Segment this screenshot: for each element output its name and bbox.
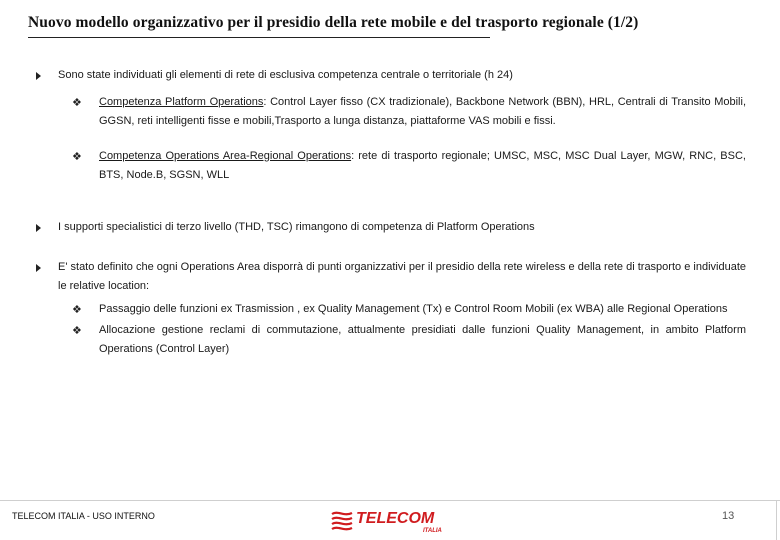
- bullet-item: [28, 258, 746, 296]
- diamond-bullet-icon: ❖: [72, 324, 82, 337]
- sub-bullet-label: Competenza Platform Operations: [99, 96, 264, 108]
- diamond-bullet-icon: ❖: [72, 150, 82, 163]
- arrow-bullet-icon: [36, 72, 41, 80]
- arrow-bullet-icon: [36, 224, 41, 232]
- sub-bullet-item: [28, 300, 746, 319]
- bullet-item: [28, 66, 746, 85]
- logo-wave-icon: [332, 513, 352, 530]
- sub-bullet-text: : Control Layer fisso (CX tradizionale), Backbone Network (BBN), HRL, Centrali di Transito Mobili, GGSN, reti intelligenti fisse e mobili,Trasporto a lunga distanza, piattaforme VAS mobili e fissi.: [99, 96, 747, 127]
- title-underline: [28, 37, 490, 38]
- sub-bullet-text: Allocazione gestione reclami di commutazione, attualmente presidiati dalle funzioni Quality Management, in ambito Platform Operations (Control Layer): [99, 324, 746, 355]
- bullet-text: I supporti specialistici di terzo livello (THD, TSC) rimangono di competenza di Platform Operations: [58, 221, 535, 233]
- page-number: 13: [722, 510, 735, 522]
- slide-title: Nuovo modello organizzativo per il presidio della rete mobile e del trasporto regionale (1/2): [28, 14, 639, 31]
- logo-subword: ITALIA: [423, 528, 442, 533]
- footer-vertical-divider: [776, 500, 777, 540]
- telecom-italia-logo-icon: [330, 505, 455, 533]
- sub-bullet-item: [28, 147, 746, 185]
- diamond-bullet-icon: ❖: [72, 96, 82, 109]
- sub-bullet-text: Passaggio delle funzioni ex Trasmission , ex Quality Management (Tx) e Control Room Mobili (ex WBA) alle Regional Operations: [99, 303, 728, 315]
- slide-body: [28, 66, 746, 359]
- diamond-bullet-icon: ❖: [72, 303, 82, 316]
- sub-bullet-label: Competenza Operations Area-Regional Operations: [99, 150, 352, 162]
- bullet-text: E' stato definito che ogni Operations Area disporrà di punti organizzativi per il presidio della rete wireless e della rete di trasporto e individuate le relative location:: [58, 261, 746, 292]
- bullet-text: Sono state individuati gli elementi di rete di esclusiva competenza centrale o territoriale (h 24): [58, 69, 513, 81]
- logo-word: TELECOM: [356, 510, 435, 527]
- sub-bullet-text: : rete di trasporto regionale; UMSC, MSC, MSC Dual Layer, MGW, RNC, BSC, BTS, Node.B, SGSN, WLL: [99, 150, 746, 181]
- footer-classification: TELECOM ITALIA - USO INTERNO: [12, 511, 155, 521]
- sub-bullet-item: [28, 321, 746, 359]
- arrow-bullet-icon: [36, 264, 41, 272]
- bullet-item: [28, 218, 746, 237]
- footer-divider: [0, 500, 780, 501]
- sub-bullet-item: [28, 93, 746, 131]
